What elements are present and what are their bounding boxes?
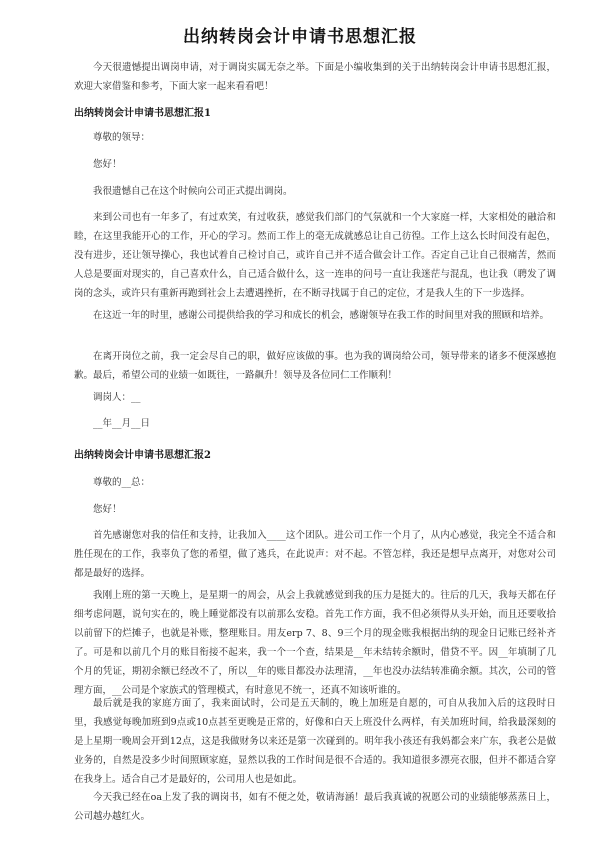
section-1-paragraph-4: 在离开岗位之前，我一定会尽自己的职，做好应该做的事。也为我的调岗给公司，领导带来的诸多不便深感抱歉。最后，希望公司的业绩一如既往，一路飙升！领导及各位同仁工作顺利！ (74, 351, 556, 381)
section-1-paragraph-1: 我很遗憾自己在这个时候向公司正式提出调岗。 (93, 186, 293, 197)
section-1-heading: 出纳转岗会计申请书思想汇报1 (74, 108, 211, 119)
section-2-greeting: 您好！ (93, 504, 122, 515)
intro-paragraph: 今天很遗憾提出调岗申请，对于调岗实属无奈之举。下面是小编收集到的关于出纳转岗会计申请书思想汇报，欢迎大家借鉴和参考，下面大家一起来看看吧！ (74, 62, 556, 92)
section-1-salutation: 尊敬的领导： (93, 132, 151, 143)
section-2-paragraph-4: 今天我已经在oa上发了我的调岗书，如有不便之处，敬请海涵！最后我真诚的祝愿公司的业绩能够蒸蒸日上，公司越办越红火。 (74, 792, 556, 822)
page-title: 出纳转岗会计申请书思想汇报 (183, 27, 417, 47)
section-1-date: __年__月__日 (93, 418, 151, 429)
section-2-paragraph-3: 最后就是我的家庭方面了，我来面试时，公司是五天制的，晚上加班是自愿的，可自从我加入后的这段时日里，我感觉每晚加班到9点或10点甚至更晚是正常的，好像和白天上班没什么两样，有关加班时间，给我最深刻的是上星期一晚周会开到12点，这是我做财务以来还是第一次碰到的。明年我小孩还有我妈都会来广东，我老公是做业务的，自然是没多少时间照顾家庭，显然以我的工作时间是很不合适的。我知道很多漂亮衣服，但并不都适合穿在我身上。适合自己才是最好的，公司用人也是如此。 (74, 698, 556, 785)
section-2-heading: 出纳转岗会计申请书思想汇报2 (74, 450, 211, 461)
section-1-greeting: 您好！ (93, 159, 122, 170)
section-1-paragraph-2: 来到公司也有一年多了，有过欢笑，有过收获，感觉我们部门的气氛就和一个大家庭一样，大家相处的融洽和睦，在这里我能开心的工作，开心的学习。然而工作上的毫无成就感总让自己彷徨。工作上这么长时间没有起色，没有进步，还让领导操心，我也试着自己检讨自己，或许自己并不适合做会计工作。否定自己让自己很痛苦，然而人总是要面对现实的，自己喜欢什么，自己适合做什么，这一连串的问号一直让我迷茫与混乱，也让我（聘发了调岗的念头，或许只有重新再跑到社会上去遭遇挫折，在不断寻找属于自己的定位，才是我人生的下一步选择。 (74, 212, 556, 299)
section-2-salutation: 尊敬的__总： (93, 477, 151, 488)
section-1-paragraph-3: 在这近一年的时里，感谢公司提供给我的学习和成长的机会，感谢领导在我工作的时间里对我的照顾和培养。 (93, 310, 550, 321)
section-1-signature: 调岗人：__ (93, 392, 141, 403)
section-2-paragraph-2: 我刚上班的第一天晚上，是星期一的周会，从会上我就感觉到我的压力是挺大的。往后的几天，我每天都在仔细考虑问题，说句实在的，晚上睡觉都没有以前那么安稳。首先工作方面，我不但必须得从头开始，而且还要收拾以前留下的烂摊子，也就是补账，整理账目。用友erp 7、8、9三个月的现金账我根据出纳的现金日记账已经补齐了。可是和以前几个月的账目衔接不起来，我一个一个查，结果是__年未结转余额时，借贷不平。因__年填制了几个月的凭证，期初余额已经改不了，所以__年的账目都没办法理清，__年也没办法结转准确余额。其次，公司的管理方面，__公司是个家族式的管理模式，有时意见不统一，还真不知该听谁的。 (74, 590, 556, 696)
section-2-paragraph-1: 首先感谢您对我的信任和支持，让我加入____这个团队。进公司工作一个月了，从内心感觉，我完全不适合和胜任现在的工作，我辜负了您的希望，做了逃兵，在此说声：对不起。不管怎样，我还是想早点离开，对您对公司都是最好的选择。 (74, 530, 556, 579)
